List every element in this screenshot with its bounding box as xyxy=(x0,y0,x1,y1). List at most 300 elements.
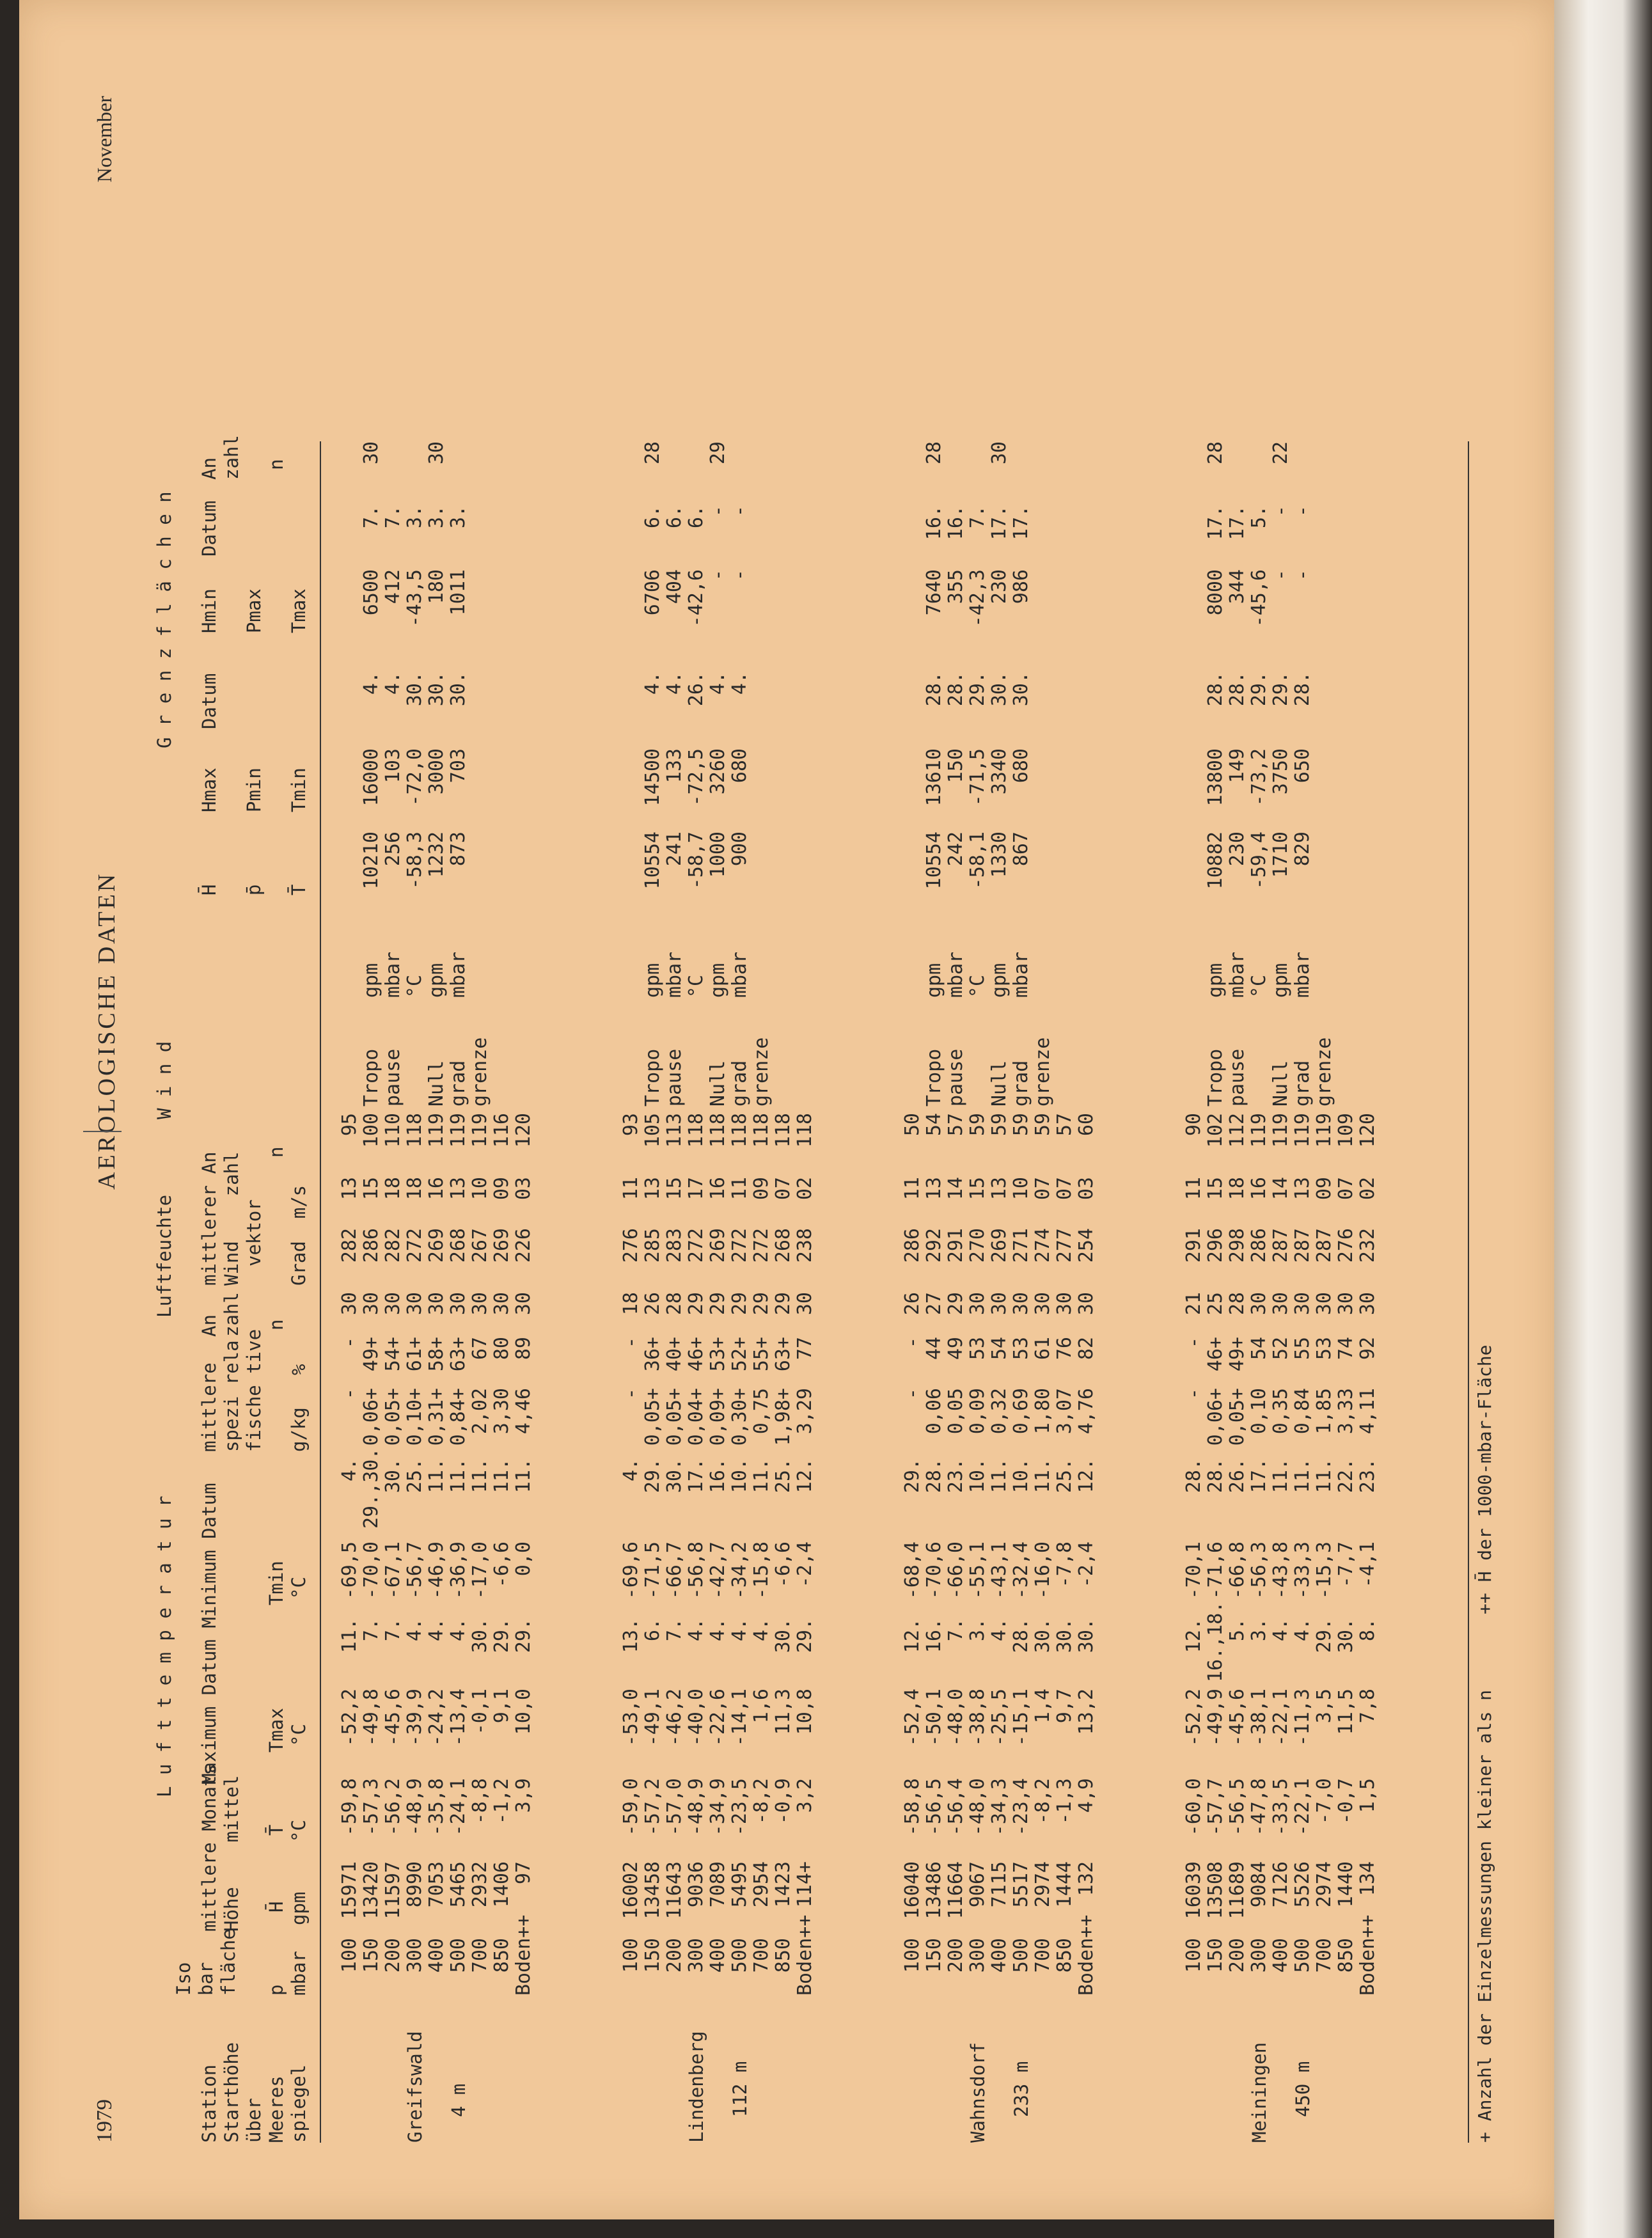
table-cell: 25. xyxy=(404,1458,426,1493)
table-cell: 30. xyxy=(1053,1618,1076,1653)
table-cell: -59,8 xyxy=(338,1778,361,1836)
header-gz-pbar: p̄ xyxy=(243,884,265,895)
table-cell: 12. xyxy=(901,1618,924,1653)
table-cell: Boden++ xyxy=(512,1914,535,1996)
table-cell: 2,02 xyxy=(469,1388,491,1435)
table-cell: 17. xyxy=(1204,505,1227,540)
table-cell: 28. xyxy=(923,672,945,707)
table-cell: 700 xyxy=(750,1938,773,1973)
header-gz-zahl: zahl xyxy=(221,435,242,480)
table-cell: 6706 xyxy=(641,569,664,616)
table-cell: 16039 xyxy=(1183,1861,1205,1919)
table-cell: 76 xyxy=(1053,1337,1076,1360)
table-cell: 286 xyxy=(901,1228,924,1263)
table-cell: 3. xyxy=(425,505,448,529)
table-cell: -70,0 xyxy=(360,1541,382,1600)
table-cell: 15971 xyxy=(338,1861,361,1919)
table-cell: 10,0 xyxy=(512,1689,535,1735)
table-cell: 14500 xyxy=(641,748,664,807)
table-cell: 28 xyxy=(641,441,664,465)
table-cell: 27 xyxy=(923,1292,945,1316)
table-cell: 30 xyxy=(1335,1292,1357,1316)
table-cell: 0,69 xyxy=(1010,1388,1032,1435)
table-cell: 291 xyxy=(945,1228,967,1263)
table-cell: Null xyxy=(1270,1060,1292,1107)
table-cell: 4. xyxy=(382,672,404,695)
table-cell: -8,2 xyxy=(750,1778,773,1825)
table-cell: -15,3 xyxy=(1313,1541,1335,1600)
table-cell: 110 xyxy=(382,1113,404,1148)
table-cell: - xyxy=(338,1337,361,1349)
table-cell: mbar xyxy=(447,951,469,998)
table-cell: -14,1 xyxy=(728,1689,751,1747)
table-cell: 58+ xyxy=(425,1337,448,1372)
table-cell: 4. xyxy=(750,1618,773,1642)
table-cell: 300 xyxy=(1248,1938,1270,1973)
table-cell: 28. xyxy=(1291,672,1314,707)
table-cell: 867 xyxy=(1010,831,1032,867)
table-cell: -69,5 xyxy=(338,1541,361,1600)
table-cell: 29. xyxy=(512,1618,535,1653)
table-cell: 5517 xyxy=(1010,1861,1032,1908)
header-q-3: fische tive xyxy=(243,1328,265,1452)
table-cell: mbar xyxy=(1291,951,1314,998)
table-cell: 0,30+ xyxy=(728,1388,751,1446)
table-cell: -58,3 xyxy=(404,831,426,890)
table-cell: 4,46 xyxy=(512,1388,535,1435)
table-cell: -34,2 xyxy=(728,1541,751,1600)
table-cell: 100 xyxy=(338,1938,361,1973)
table-cell: -56,7 xyxy=(404,1541,426,1600)
table-cell: -56,5 xyxy=(1226,1778,1248,1836)
table-cell: 93 xyxy=(620,1113,642,1137)
table-cell: 82 xyxy=(1075,1337,1097,1360)
header-h-sym: H̄ xyxy=(265,1901,287,1912)
table-cell: 0,04+ xyxy=(685,1388,707,1446)
table-cell: 59 xyxy=(988,1113,1011,1137)
table-cell: 118 xyxy=(728,1113,751,1148)
table-cell: 30. xyxy=(1032,1618,1054,1653)
table-cell: -67,1 xyxy=(382,1541,404,1600)
table-cell: 7126 xyxy=(1270,1861,1292,1908)
table-cell: 13610 xyxy=(923,748,945,807)
header-luftfeuchte: Luftfeuchte xyxy=(153,1194,175,1318)
table-cell: 150 xyxy=(923,1938,945,1973)
table-cell: 0,75 xyxy=(750,1388,773,1435)
table-cell: Null xyxy=(988,1060,1011,1107)
table-cell: -1,2 xyxy=(491,1778,513,1825)
table-cell: 109 xyxy=(1335,1113,1357,1148)
table-cell: °C xyxy=(1248,974,1270,998)
table-cell: 298 xyxy=(1226,1228,1248,1263)
table-cell: 276 xyxy=(620,1228,642,1263)
table-cell: 0,05+ xyxy=(382,1388,404,1446)
table-cell: -8,2 xyxy=(1032,1778,1054,1825)
header-q-unit: g/kg xyxy=(288,1407,310,1452)
table-cell: 22. xyxy=(1335,1458,1357,1493)
table-cell: -56,3 xyxy=(1248,1541,1270,1600)
table-cell: 61+ xyxy=(404,1337,426,1372)
table-cell: 119 xyxy=(425,1113,448,1148)
table-cell: 11. xyxy=(447,1458,469,1493)
table-cell: 25 xyxy=(1204,1292,1227,1316)
table-cell: 25. xyxy=(1053,1458,1076,1493)
table-cell: 4. xyxy=(338,1458,361,1482)
table-cell: 28 xyxy=(663,1292,686,1316)
table-cell: 30. xyxy=(469,1618,491,1653)
table-cell: 270 xyxy=(966,1228,989,1263)
table-cell: 500 xyxy=(1291,1938,1314,1973)
table-cell: -23,5 xyxy=(728,1778,751,1836)
table-cell: 4. xyxy=(663,672,686,695)
table-cell: 30 xyxy=(1053,1292,1076,1316)
table-cell: °C xyxy=(685,974,707,998)
table-cell: 13 xyxy=(338,1177,361,1201)
table-cell: 12. xyxy=(1075,1458,1097,1493)
table-cell: 14 xyxy=(1270,1177,1292,1201)
table-cell: 7. xyxy=(966,505,989,529)
table-cell: 500 xyxy=(728,1938,751,1973)
table-cell: 4. xyxy=(707,1618,729,1642)
table-cell: 3,30 xyxy=(491,1388,513,1435)
table-cell: Boden++ xyxy=(794,1914,816,1996)
header-p-unit: mbar xyxy=(288,1951,310,1996)
header-grenzflaechen: G r e n z f l ä c h e n xyxy=(153,491,175,748)
table-cell: 269 xyxy=(425,1228,448,1263)
table-cell: 30 xyxy=(425,441,448,465)
table-cell: 17 xyxy=(685,1177,707,1201)
table-cell: 90 xyxy=(1183,1113,1205,1137)
table-cell: 700 xyxy=(469,1938,491,1973)
table-cell: 53 xyxy=(1313,1337,1335,1360)
table-cell: 0,09+ xyxy=(707,1388,729,1446)
header-gz-hmin: Hmin xyxy=(198,588,220,633)
table-cell: 0,05+ xyxy=(641,1388,664,1446)
header-rh-unit: % xyxy=(288,1364,310,1375)
table-cell: 268 xyxy=(447,1228,469,1263)
table-cell: 344 xyxy=(1226,569,1248,604)
table-cell: Boden++ xyxy=(1075,1914,1097,1996)
table-cell: 9036 xyxy=(685,1861,707,1908)
table-cell: 29. xyxy=(966,672,989,707)
table-cell: 30. xyxy=(447,672,469,707)
table-cell: 4. xyxy=(447,1618,469,1642)
table-cell: 4. xyxy=(988,1618,1011,1642)
table-cell: 703 xyxy=(447,748,469,784)
table-cell: 0,32 xyxy=(988,1388,1011,1435)
table-cell: -36,9 xyxy=(447,1541,469,1600)
table-cell: 89 xyxy=(512,1337,535,1360)
table-cell: -42,3 xyxy=(966,569,989,627)
table-cell: 850 xyxy=(1335,1938,1357,1973)
table-cell: 0,05+ xyxy=(1226,1388,1248,1446)
table-cell: 46+ xyxy=(1204,1337,1227,1372)
table-cell: 11 xyxy=(620,1177,642,1201)
table-cell: 118 xyxy=(772,1113,794,1148)
table-cell: 30 xyxy=(1291,1292,1314,1316)
table-cell: 29. xyxy=(1248,672,1270,707)
table-cell: 2974 xyxy=(1032,1861,1054,1908)
table-cell: -13,4 xyxy=(447,1689,469,1747)
table-cell: 07 xyxy=(772,1177,794,1201)
header-h-2: Höhe mittel xyxy=(221,1775,242,1932)
table-cell: 100 xyxy=(620,1938,642,1973)
table-cell: -8,8 xyxy=(469,1778,491,1825)
table-cell: -22,1 xyxy=(1291,1778,1314,1836)
table-cell: 114+ xyxy=(794,1861,816,1908)
table-cell: -58,1 xyxy=(966,831,989,890)
table-cell: 17. xyxy=(1010,505,1032,540)
table-cell: -46,9 xyxy=(425,1541,448,1600)
center-mark xyxy=(83,1131,122,1132)
table-cell: grenze xyxy=(1032,1037,1054,1107)
table-cell: 30. xyxy=(1335,1618,1357,1653)
header-tmin: Tmin xyxy=(265,1561,287,1605)
table-cell: 400 xyxy=(707,1938,729,1973)
table-cell: 118 xyxy=(685,1113,707,1148)
table-cell: 6. xyxy=(641,1618,664,1642)
table-cell: 132 xyxy=(1075,1861,1097,1896)
table-cell: 29. xyxy=(1270,672,1292,707)
table-cell: 4. xyxy=(707,672,729,695)
table-cell: 25. xyxy=(772,1458,794,1493)
table-cell: 28. xyxy=(1183,1458,1205,1493)
table-cell: 254 xyxy=(1075,1228,1097,1263)
table-cell: 07 xyxy=(1335,1177,1357,1201)
table-cell: -48,0 xyxy=(966,1778,989,1836)
table-cell: 29 xyxy=(945,1292,967,1316)
table-cell: -33,3 xyxy=(1291,1541,1314,1600)
table-cell: 873 xyxy=(447,831,469,867)
table-cell: °C xyxy=(404,974,426,998)
table-cell: -59,0 xyxy=(620,1778,642,1836)
table-cell: 1423 xyxy=(772,1861,794,1908)
table-cell: 13508 xyxy=(1204,1861,1227,1919)
table-cell: 53+ xyxy=(707,1337,729,1372)
table-cell: 18 xyxy=(1226,1177,1248,1201)
table-cell: 11. xyxy=(338,1618,361,1653)
table-cell: gpm xyxy=(1270,963,1292,998)
table-cell: 1440 xyxy=(1335,1861,1357,1908)
table-cell: 12. xyxy=(794,1458,816,1493)
table-cell: 57 xyxy=(945,1113,967,1137)
table-cell: gpm xyxy=(923,963,945,998)
station-elevation: 450 m xyxy=(1292,2061,1314,2117)
table-cell: -57,7 xyxy=(1204,1778,1227,1836)
table-cell: 0,10 xyxy=(1248,1388,1270,1435)
table-cell: 4. xyxy=(1291,1618,1314,1642)
table-cell: 0,06+ xyxy=(360,1388,382,1446)
table-cell: 54+ xyxy=(382,1337,404,1372)
table-cell: 404 xyxy=(663,569,686,604)
table-cell: gpm xyxy=(360,963,382,998)
table-cell: -72,5 xyxy=(685,748,707,807)
table-cell: 150 xyxy=(641,1938,664,1973)
table-cell: 28. xyxy=(1204,1458,1227,1493)
table-cell: 29 xyxy=(772,1292,794,1316)
table-cell: 700 xyxy=(1313,1938,1335,1973)
table-cell: -70,6 xyxy=(923,1541,945,1600)
table-cell: -45,6 xyxy=(1248,569,1270,627)
table-cell: 119 xyxy=(1248,1113,1270,1148)
table-cell: 150 xyxy=(360,1938,382,1973)
table-cell: grenze xyxy=(469,1037,491,1107)
table-cell: 267 xyxy=(469,1228,491,1263)
table-cell: -38,8 xyxy=(966,1689,989,1747)
table-cell: -2,4 xyxy=(794,1541,816,1588)
table-cell: 10. xyxy=(728,1458,751,1493)
table-cell: 118 xyxy=(404,1113,426,1148)
table-cell: 400 xyxy=(425,1938,448,1973)
station-elevation: 233 m xyxy=(1011,2061,1032,2117)
table-cell: 80 xyxy=(491,1337,513,1360)
table-cell: -48,9 xyxy=(404,1778,426,1836)
table-cell: 1406 xyxy=(491,1861,513,1908)
table-cell: 149 xyxy=(1226,748,1248,784)
table-cell: 44 xyxy=(923,1337,945,1360)
table-cell: 30 xyxy=(794,1292,816,1316)
table-cell: 29 xyxy=(707,1292,729,1316)
table-cell: 30 xyxy=(382,1292,404,1316)
table-cell: 11,5 xyxy=(1335,1689,1357,1735)
table-cell: -22,1 xyxy=(1270,1689,1292,1747)
table-cell: -55,1 xyxy=(966,1541,989,1600)
table-cell: 10. xyxy=(966,1458,989,1493)
header-wind-3: vektor xyxy=(243,1199,265,1266)
table-cell: mbar xyxy=(1226,951,1248,998)
table-cell: 17. xyxy=(1226,505,1248,540)
table-cell: 3. xyxy=(966,1618,989,1642)
table-cell: -42,7 xyxy=(707,1541,729,1600)
table-cell: 100 xyxy=(901,1938,924,1973)
table-cell: gpm xyxy=(641,963,664,998)
table-cell: 36+ xyxy=(641,1337,664,1372)
table-cell: 26. xyxy=(1226,1458,1248,1493)
table-cell: 16. xyxy=(923,505,945,540)
table-cell: 7. xyxy=(360,505,382,529)
table-cell: -1,3 xyxy=(1053,1778,1076,1825)
header-gz-pmax: Pmax xyxy=(243,588,265,633)
table-cell: 119 xyxy=(469,1113,491,1148)
table-cell: 12. xyxy=(1183,1618,1205,1653)
table-cell: 53 xyxy=(1010,1337,1032,1360)
table-cell: 29.,30. xyxy=(360,1447,382,1529)
table-cell: -50,1 xyxy=(923,1689,945,1747)
table-cell: 241 xyxy=(663,831,686,867)
table-cell: 105 xyxy=(641,1113,664,1148)
table-cell: 10,8 xyxy=(794,1689,816,1735)
table-cell: 1,98+ xyxy=(772,1388,794,1446)
table-cell: pause xyxy=(1226,1048,1248,1107)
table-cell: 16040 xyxy=(901,1861,924,1919)
table-cell: -46,2 xyxy=(663,1689,686,1747)
table-cell: 30 xyxy=(404,1292,426,1316)
table-cell: -39,9 xyxy=(404,1689,426,1747)
table-cell: 500 xyxy=(447,1938,469,1973)
table-cell: -6,6 xyxy=(772,1541,794,1588)
table-cell: - xyxy=(1183,1388,1205,1400)
table-cell: -40,0 xyxy=(685,1689,707,1747)
table-cell: 02 xyxy=(1357,1177,1379,1201)
table-cell: -57,2 xyxy=(641,1778,664,1836)
table-cell: 133 xyxy=(663,748,686,784)
table-cell: -43,1 xyxy=(988,1541,1011,1600)
table-cell: grenze xyxy=(1313,1037,1335,1107)
station-name: Meiningen xyxy=(1248,2042,1270,2143)
table-cell: gpm xyxy=(707,963,729,998)
table-cell: - xyxy=(1291,569,1314,581)
table-cell: -49,9 xyxy=(1204,1689,1227,1747)
table-cell: 400 xyxy=(988,1938,1011,1973)
header-gz-hmax: Hmax xyxy=(198,768,220,812)
table-cell: 287 xyxy=(1291,1228,1314,1263)
table-cell: 28. xyxy=(1204,672,1227,707)
table-cell: 118 xyxy=(750,1113,773,1148)
table-cell: 7053 xyxy=(425,1861,448,1908)
table-cell: - xyxy=(901,1337,924,1349)
table-cell: 1232 xyxy=(425,831,448,878)
table-cell: 1000 xyxy=(707,831,729,878)
table-cell: 287 xyxy=(1313,1228,1335,1263)
header-q-2: spezi rela xyxy=(221,1340,242,1452)
table-cell: 226 xyxy=(512,1228,535,1263)
table-cell: 29. xyxy=(1313,1618,1335,1653)
table-cell: 272 xyxy=(685,1228,707,1263)
table-cell: 14 xyxy=(945,1177,967,1201)
table-cell: 1,6 xyxy=(750,1689,773,1724)
table-cell: 77 xyxy=(794,1337,816,1360)
table-cell: -53,0 xyxy=(620,1689,642,1747)
table-cell: °C xyxy=(966,974,989,998)
table-cell: 2974 xyxy=(1313,1861,1335,1908)
table-cell: 10 xyxy=(469,1177,491,1201)
table-cell: 10554 xyxy=(923,831,945,890)
header-an-1: An xyxy=(198,1314,220,1337)
table-cell: 30. xyxy=(663,1458,686,1493)
table-cell: - xyxy=(1270,569,1292,581)
page-title: AEROLOGISCHE DATEN xyxy=(93,871,120,1190)
header-wind-n: n xyxy=(265,1146,287,1158)
table-cell: 11 xyxy=(728,1177,751,1201)
table-cell: Boden++ xyxy=(1357,1914,1379,1996)
header-station-3: über xyxy=(243,2098,265,2143)
table-cell: 276 xyxy=(1335,1228,1357,1263)
table-cell: 53 xyxy=(966,1337,989,1360)
table-cell: 7. xyxy=(945,1618,967,1642)
table-cell: 30 xyxy=(491,1292,513,1316)
footnote: + Anzahl der Einzelmessungen kleiner als n ++ H̄ der 1000-mbar-Fläche xyxy=(1474,1344,1495,2143)
table-cell: 11. xyxy=(1270,1458,1292,1493)
table-cell: -11,3 xyxy=(1291,1689,1314,1747)
table-cell: 3260 xyxy=(707,748,729,795)
table-cell: 4,76 xyxy=(1075,1388,1097,1435)
table-cell: 49+ xyxy=(360,1337,382,1372)
table-cell: 0,05+ xyxy=(663,1388,686,1446)
table-cell: 17. xyxy=(685,1458,707,1493)
table-cell: 23. xyxy=(945,1458,967,1493)
table-cell: 4. xyxy=(404,1618,426,1642)
table-cell: 3,2 xyxy=(794,1778,816,1813)
table-cell: 29 xyxy=(750,1292,773,1316)
header-gz-an: An xyxy=(198,457,220,480)
table-cell: 13 xyxy=(923,1177,945,1201)
table-cell: 120 xyxy=(512,1113,535,1148)
table-cell: 11 xyxy=(901,1177,924,1201)
table-cell: 272 xyxy=(728,1228,751,1263)
table-cell: 11597 xyxy=(382,1861,404,1919)
table-cell: 8990 xyxy=(404,1861,426,1908)
table-cell: 40+ xyxy=(663,1337,686,1372)
